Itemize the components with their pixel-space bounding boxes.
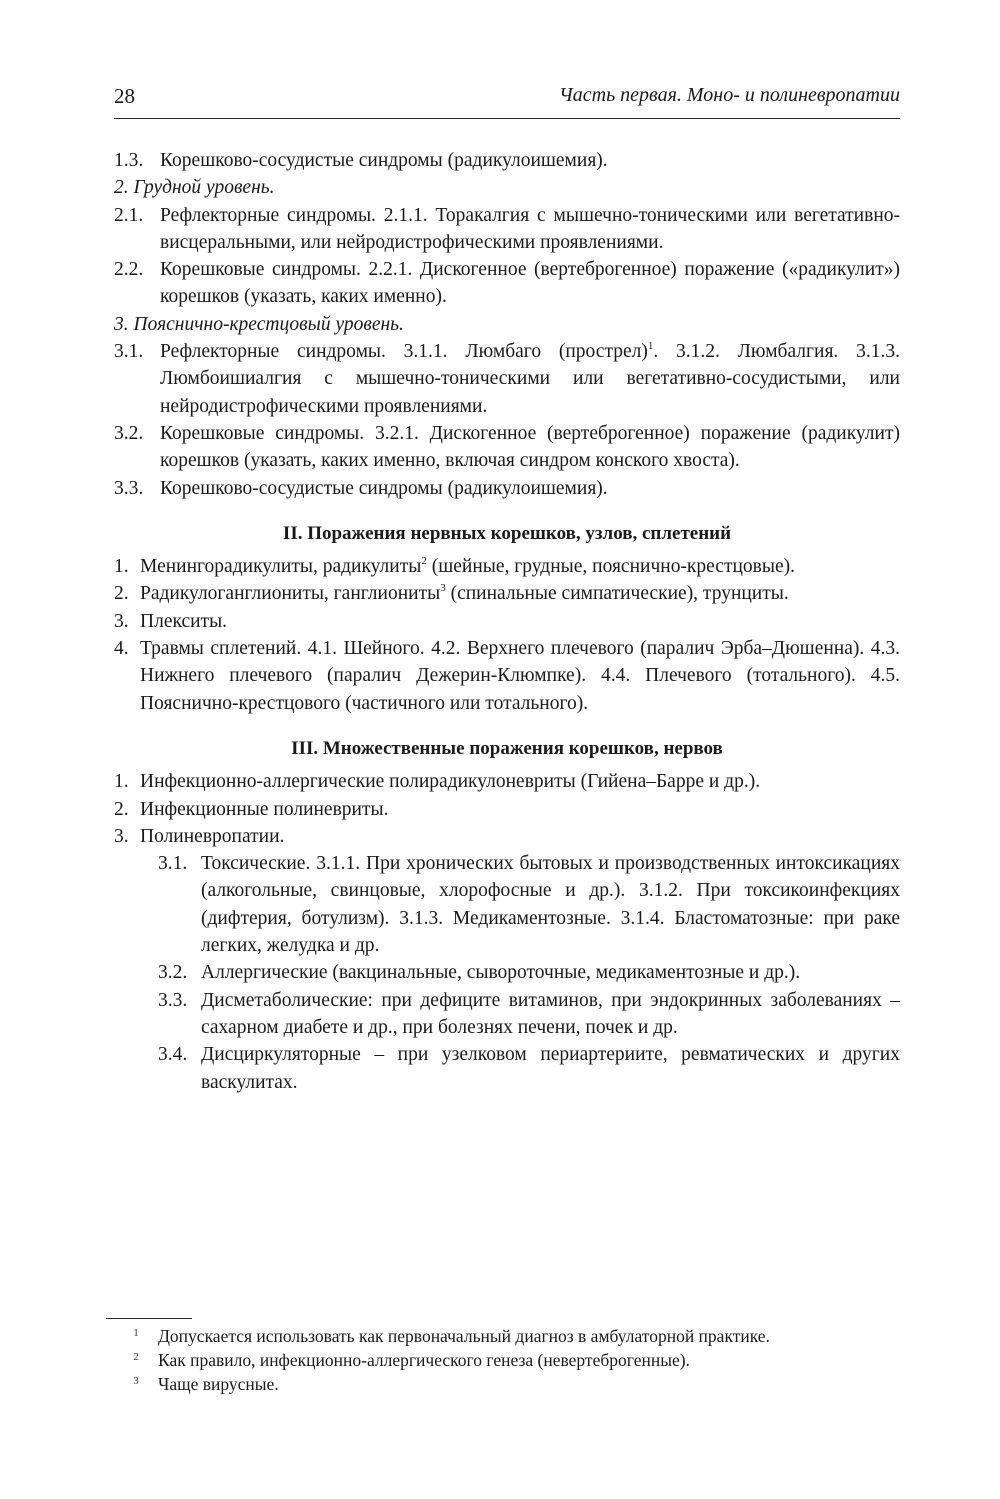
list-item: 3. Плекситы. xyxy=(114,610,228,632)
list-item: 3.2. Корешковые синдромы. 3.2.1. Дискогенное (вертеброгенное) поражение (радикулит) корешков (указать, каких именно, включая синдром конского хвоста). xyxy=(114,422,900,472)
footnote: 1 Допускается использовать как первоначальный диагноз в амбулаторной практике. xyxy=(133,1326,770,1346)
list-item: 3. Полиневропатии. xyxy=(114,825,285,847)
page-header xyxy=(114,84,900,119)
list-item: 2. Радикулоганглиониты, ганглиониты$^3$ (спинальные симпатические), трунциты. xyxy=(114,582,789,605)
page xyxy=(114,84,900,1096)
level-heading: 2. Грудной уровень. xyxy=(114,177,275,199)
list-item: 3.2. Аллергические (вакцинальные, сывороточные, медикаментозные и др.). xyxy=(158,962,801,984)
list-item: 3.4. Дисциркуляторные – при узелковом периартериите, ревматических и других васкулитах. xyxy=(158,1044,900,1093)
list-item: 1. Менингорадикулиты, радикулиты$^2$ (шейные, грудные, пояснично-крестцовые). xyxy=(114,555,795,578)
list-item: 1.3. Корешково-сосудистые синдромы (радикулоишемия). xyxy=(114,150,608,171)
footnote-ref[interactable]: 2 xyxy=(421,555,427,568)
list-item: 3.1. Рефлекторные синдромы. 3.1.1. Люмбаго (прострел)$^1$. 3.1.2. Люмбалгия. 3.1.3. Люмбоишиалгия с мышечно-тоническими или вегетативно-сосудистыми, или нейродистрофическими проявлениями. xyxy=(114,340,900,417)
list-item: 3.1. Токсические. 3.1.1. При хронических бытовых и производственных интоксикациях (алкогольные, свинцовые, хлорофосные и др.). 3.1.2. При токсикоинфекциях (дифтерия, ботулизм). 3.1.3. Медикаментозные. 3.1.4. Бластоматозные: при раке легких, желудка и др. xyxy=(158,853,900,957)
running-head: Часть первая. Моно- и полиневропатии xyxy=(558,84,900,106)
level-heading: 3. Пояснично-крестцовый уровень. xyxy=(114,313,404,335)
list-item: 1. Инфекционно-аллергические полирадикулоневриты (Гийена–Барре и др.). xyxy=(114,771,761,793)
list-item: 3.3. Корешково-сосудистые синдромы (радикулоишемия). xyxy=(114,477,608,499)
section-heading: II. Поражения нервных корешков, узлов, сплетений xyxy=(282,522,732,544)
footnote: 3 Чаще вирусные. xyxy=(133,1374,279,1394)
footnote-ref[interactable]: 1 xyxy=(647,340,654,353)
list-item: 3.3. Дисметаболические: при дефиците витаминов, при эндокринных заболеваниях – сахарном диабете и др., при болезнях печени, почек и др. xyxy=(158,989,900,1038)
footnote: 2 Как правило, инфекционно-аллергического генеза (невертеброгенные). xyxy=(133,1350,690,1370)
list-item: 4. Травмы сплетений. 4.1. Шейного. 4.2. Верхнего плечевого (паралич Эрба–Дюшенна). 4.3. Нижнего плечевого (паралич Дежерин-Клюмпке). 4.4. Плечевого (тотального). 4.5. Пояснично-крестцового (частичного или тотального). xyxy=(114,638,900,714)
list-item: 2. Инфекционные полиневриты. xyxy=(114,798,389,820)
page-number: 28 xyxy=(114,84,135,108)
footnote-ref[interactable]: 3 xyxy=(440,582,446,595)
list-item: 2.1. Рефлекторные синдромы. 2.1.1. Торакалгия с мышечно-тоническими или вегетативно-висцеральными, или нейродистрофическими проявлениями. xyxy=(114,204,900,253)
section-heading: III. Множественные поражения корешков, нервов xyxy=(291,737,723,759)
footnote-divider xyxy=(106,1318,192,1319)
list-item: 2.2. Корешковые синдромы. 2.2.1. Дискогенное (вертеброгенное) поражение («радикулит») корешков (указать, каких именно). xyxy=(114,259,900,308)
page-body xyxy=(114,147,900,1096)
footnotes xyxy=(114,1324,914,1396)
